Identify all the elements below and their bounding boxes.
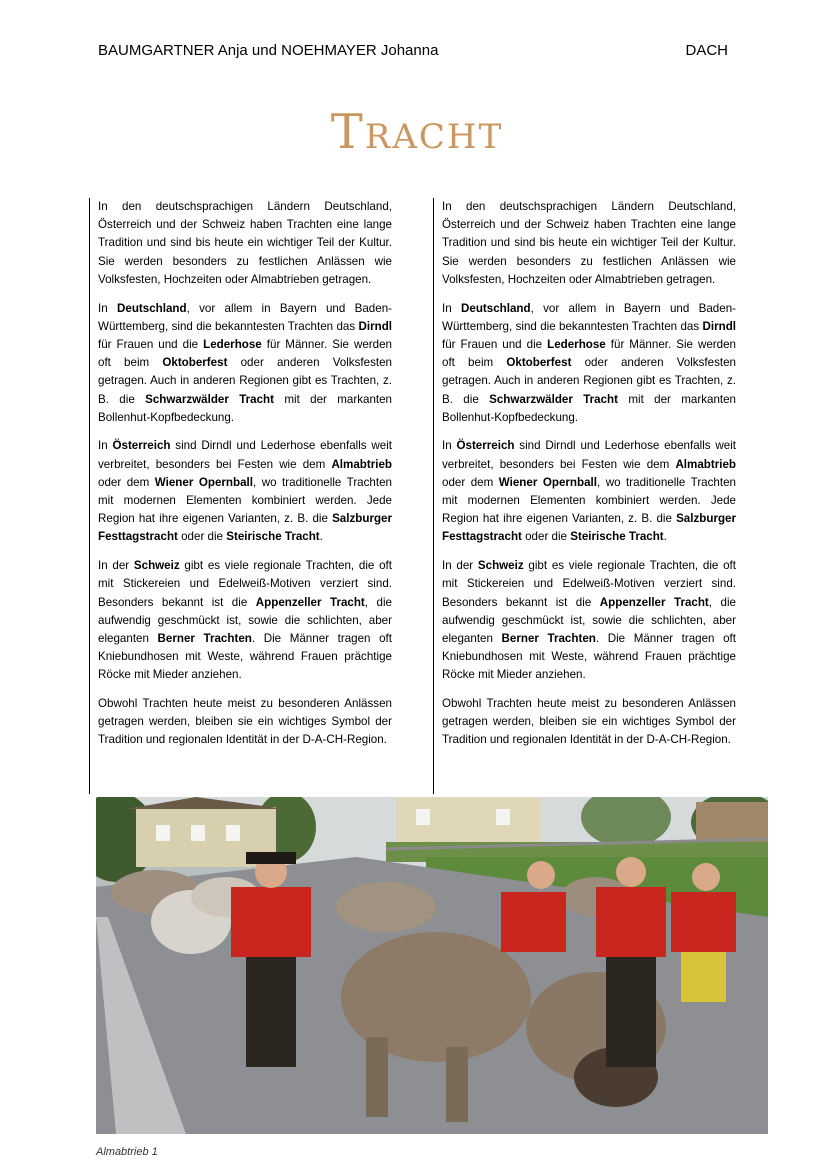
text-run: In <box>442 301 461 315</box>
text-run: Obwohl Trachten heute meist zu besonderen Anlässen getragen werden, bleiben sie ein wichtiges Symbol der Tradition und regionalen Identität in der D-A-CH-Region. <box>442 697 736 747</box>
bold-term: Lederhose <box>203 337 262 351</box>
paragraph <box>98 557 392 684</box>
paragraph <box>442 198 736 289</box>
text-run: mit der markanten Bollenhut-Kopfbedeckung. <box>442 392 737 424</box>
bold-term: Deutschland <box>461 301 531 315</box>
bold-term: Berner Trachten <box>157 631 252 645</box>
bold-term: Schwarzwälder Tracht <box>489 392 619 406</box>
paragraph <box>442 695 736 750</box>
bold-term: Almabtrieb <box>675 457 736 471</box>
text-run: Obwohl Trachten heute meist zu besonderen Anlässen getragen werden, bleiben sie ein wichtiges Symbol der Tradition und regionalen Identität in der D-A-CH-Region. <box>98 697 392 747</box>
text-run: , die aufwendig geschmückt ist, sowie die schlichten, aber eleganten <box>442 595 736 645</box>
bold-term: Steirische Tracht <box>570 530 664 544</box>
text-run: für Frauen und die <box>442 337 548 351</box>
bold-term: Schweiz <box>133 559 180 573</box>
bold-term: Steirische Tracht <box>226 530 320 544</box>
page-title: Tracht <box>330 104 504 160</box>
bold-term: Appenzeller Tracht <box>599 595 709 609</box>
text-run: In den deutschsprachigen Ländern Deutschland, Österreich und der Schweiz haben Trachten eine lange Tradition und sind bis heute ein wichtiger Teil der Kultur. Sie werden besonders zu festlichen Anlässen wie Volksfesten, Hochzeiten oder Almabtrieben getragen. <box>98 200 392 286</box>
bold-term: Salzburger Festtagstracht <box>98 512 392 544</box>
column-rule-left <box>89 198 90 794</box>
bold-term: Berner Trachten <box>501 631 596 645</box>
column-rule-right <box>433 198 434 794</box>
header-authors: BAUMGARTNER Anja und NOEHMAYER Johanna <box>98 42 439 59</box>
bold-term: Salzburger Festtagstracht <box>442 512 736 544</box>
text-run: sind Dirndl und Lederhose ebenfalls weit verbreitet, besonders bei Festen wie dem <box>442 439 737 471</box>
text-run: sind Dirndl und Lederhose ebenfalls weit verbreitet, besonders bei Festen wie dem <box>98 439 393 471</box>
bold-term: Schweiz <box>477 559 524 573</box>
text-run: für Männer. Sie werden oft beim <box>442 337 737 370</box>
bold-term: Österreich <box>456 439 515 453</box>
text-run: In der <box>98 559 134 573</box>
text-run: . Die Männer tragen oft Kniebundhosen mit Weste, während Frauen prächtige Röcke mit Mieder anziehen. <box>442 631 736 682</box>
text-run: . <box>663 530 667 544</box>
paragraph <box>98 437 392 546</box>
text-run: In der <box>442 559 478 573</box>
bold-term: Deutschland <box>117 301 187 315</box>
bold-term: Schwarzwälder Tracht <box>145 392 275 406</box>
bold-term: Dirndl <box>702 319 736 333</box>
paragraph <box>98 300 392 427</box>
text-run: oder anderen Volksfesten getragen. Auch in anderen Regionen gibt es Trachten, z. B. die <box>442 356 736 406</box>
text-run: . <box>319 530 323 544</box>
text-run: oder die <box>177 530 227 544</box>
text-column-1 <box>98 198 392 760</box>
text-run: . Die Männer tragen oft Kniebundhosen mit Weste, während Frauen prächtige Röcke mit Mieder anziehen. <box>98 631 392 682</box>
text-run: für Frauen und die <box>98 337 204 351</box>
text-run: oder die <box>521 530 571 544</box>
bold-term: Almabtrieb <box>331 457 392 471</box>
text-run: oder dem <box>442 475 499 489</box>
text-run: gibt es viele regionale Trachten, die oft mit Stickereien und Edelweiß-Motiven verziert sind. Besonders bekannt ist die <box>98 559 392 609</box>
text-run: oder anderen Volksfesten getragen. Auch in anderen Regionen gibt es Trachten, z. B. die <box>98 356 392 406</box>
bold-term: Dirndl <box>358 319 392 333</box>
text-run: gibt es viele regionale Trachten, die oft mit Stickereien und Edelweiß-Motiven verziert sind. Besonders bekannt ist die <box>442 559 736 609</box>
bold-term: Österreich <box>112 439 171 453</box>
paragraph <box>98 695 392 750</box>
paragraph <box>442 437 736 546</box>
text-run: In den deutschsprachigen Ländern Deutschland, Österreich und der Schweiz haben Trachten eine lange Tradition und sind bis heute ein wichtiger Teil der Kultur. Sie werden besonders zu festlichen Anlässen wie Volksfesten, Hochzeiten oder Almabtrieben getragen. <box>442 200 736 286</box>
text-run: In <box>98 301 117 315</box>
bold-term: Wiener Opernball <box>498 475 597 489</box>
paragraph <box>442 300 736 427</box>
bold-term: Appenzeller Tracht <box>255 595 365 609</box>
text-run: oder dem <box>98 475 155 489</box>
paragraph <box>98 198 392 289</box>
photo-caption: Almabtrieb 1 <box>96 1146 158 1158</box>
bold-term: Lederhose <box>547 337 606 351</box>
text-run: In <box>98 439 113 453</box>
bold-term: Wiener Opernball <box>154 475 253 489</box>
text-run: für Männer. Sie werden oft beim <box>98 337 393 370</box>
almabtrieb-photo <box>96 797 768 1134</box>
bold-term: Oktoberfest <box>162 356 228 370</box>
header-region: DACH <box>685 42 728 59</box>
text-run: , wo traditionelle Trachten mit modernen Elementen kombiniert werden. Jede Region hat ihre eigenen Varianten, z. B. die <box>98 475 392 526</box>
text-run: , wo traditionelle Trachten mit modernen Elementen kombiniert werden. Jede Region hat ihre eigenen Varianten, z. B. die <box>442 475 736 526</box>
bold-term: Oktoberfest <box>506 356 572 370</box>
paragraph <box>442 557 736 684</box>
text-run: In <box>442 439 457 453</box>
text-run: , die aufwendig geschmückt ist, sowie die schlichten, aber eleganten <box>98 595 392 645</box>
text-column-2 <box>442 198 736 760</box>
text-run: , vor allem in Bayern und Baden-Württemberg, sind die bekanntesten Trachten das <box>98 301 392 333</box>
text-run: mit der markanten Bollenhut-Kopfbedeckung. <box>98 392 393 424</box>
text-run: , vor allem in Bayern und Baden-Württemberg, sind die bekanntesten Trachten das <box>442 301 736 333</box>
